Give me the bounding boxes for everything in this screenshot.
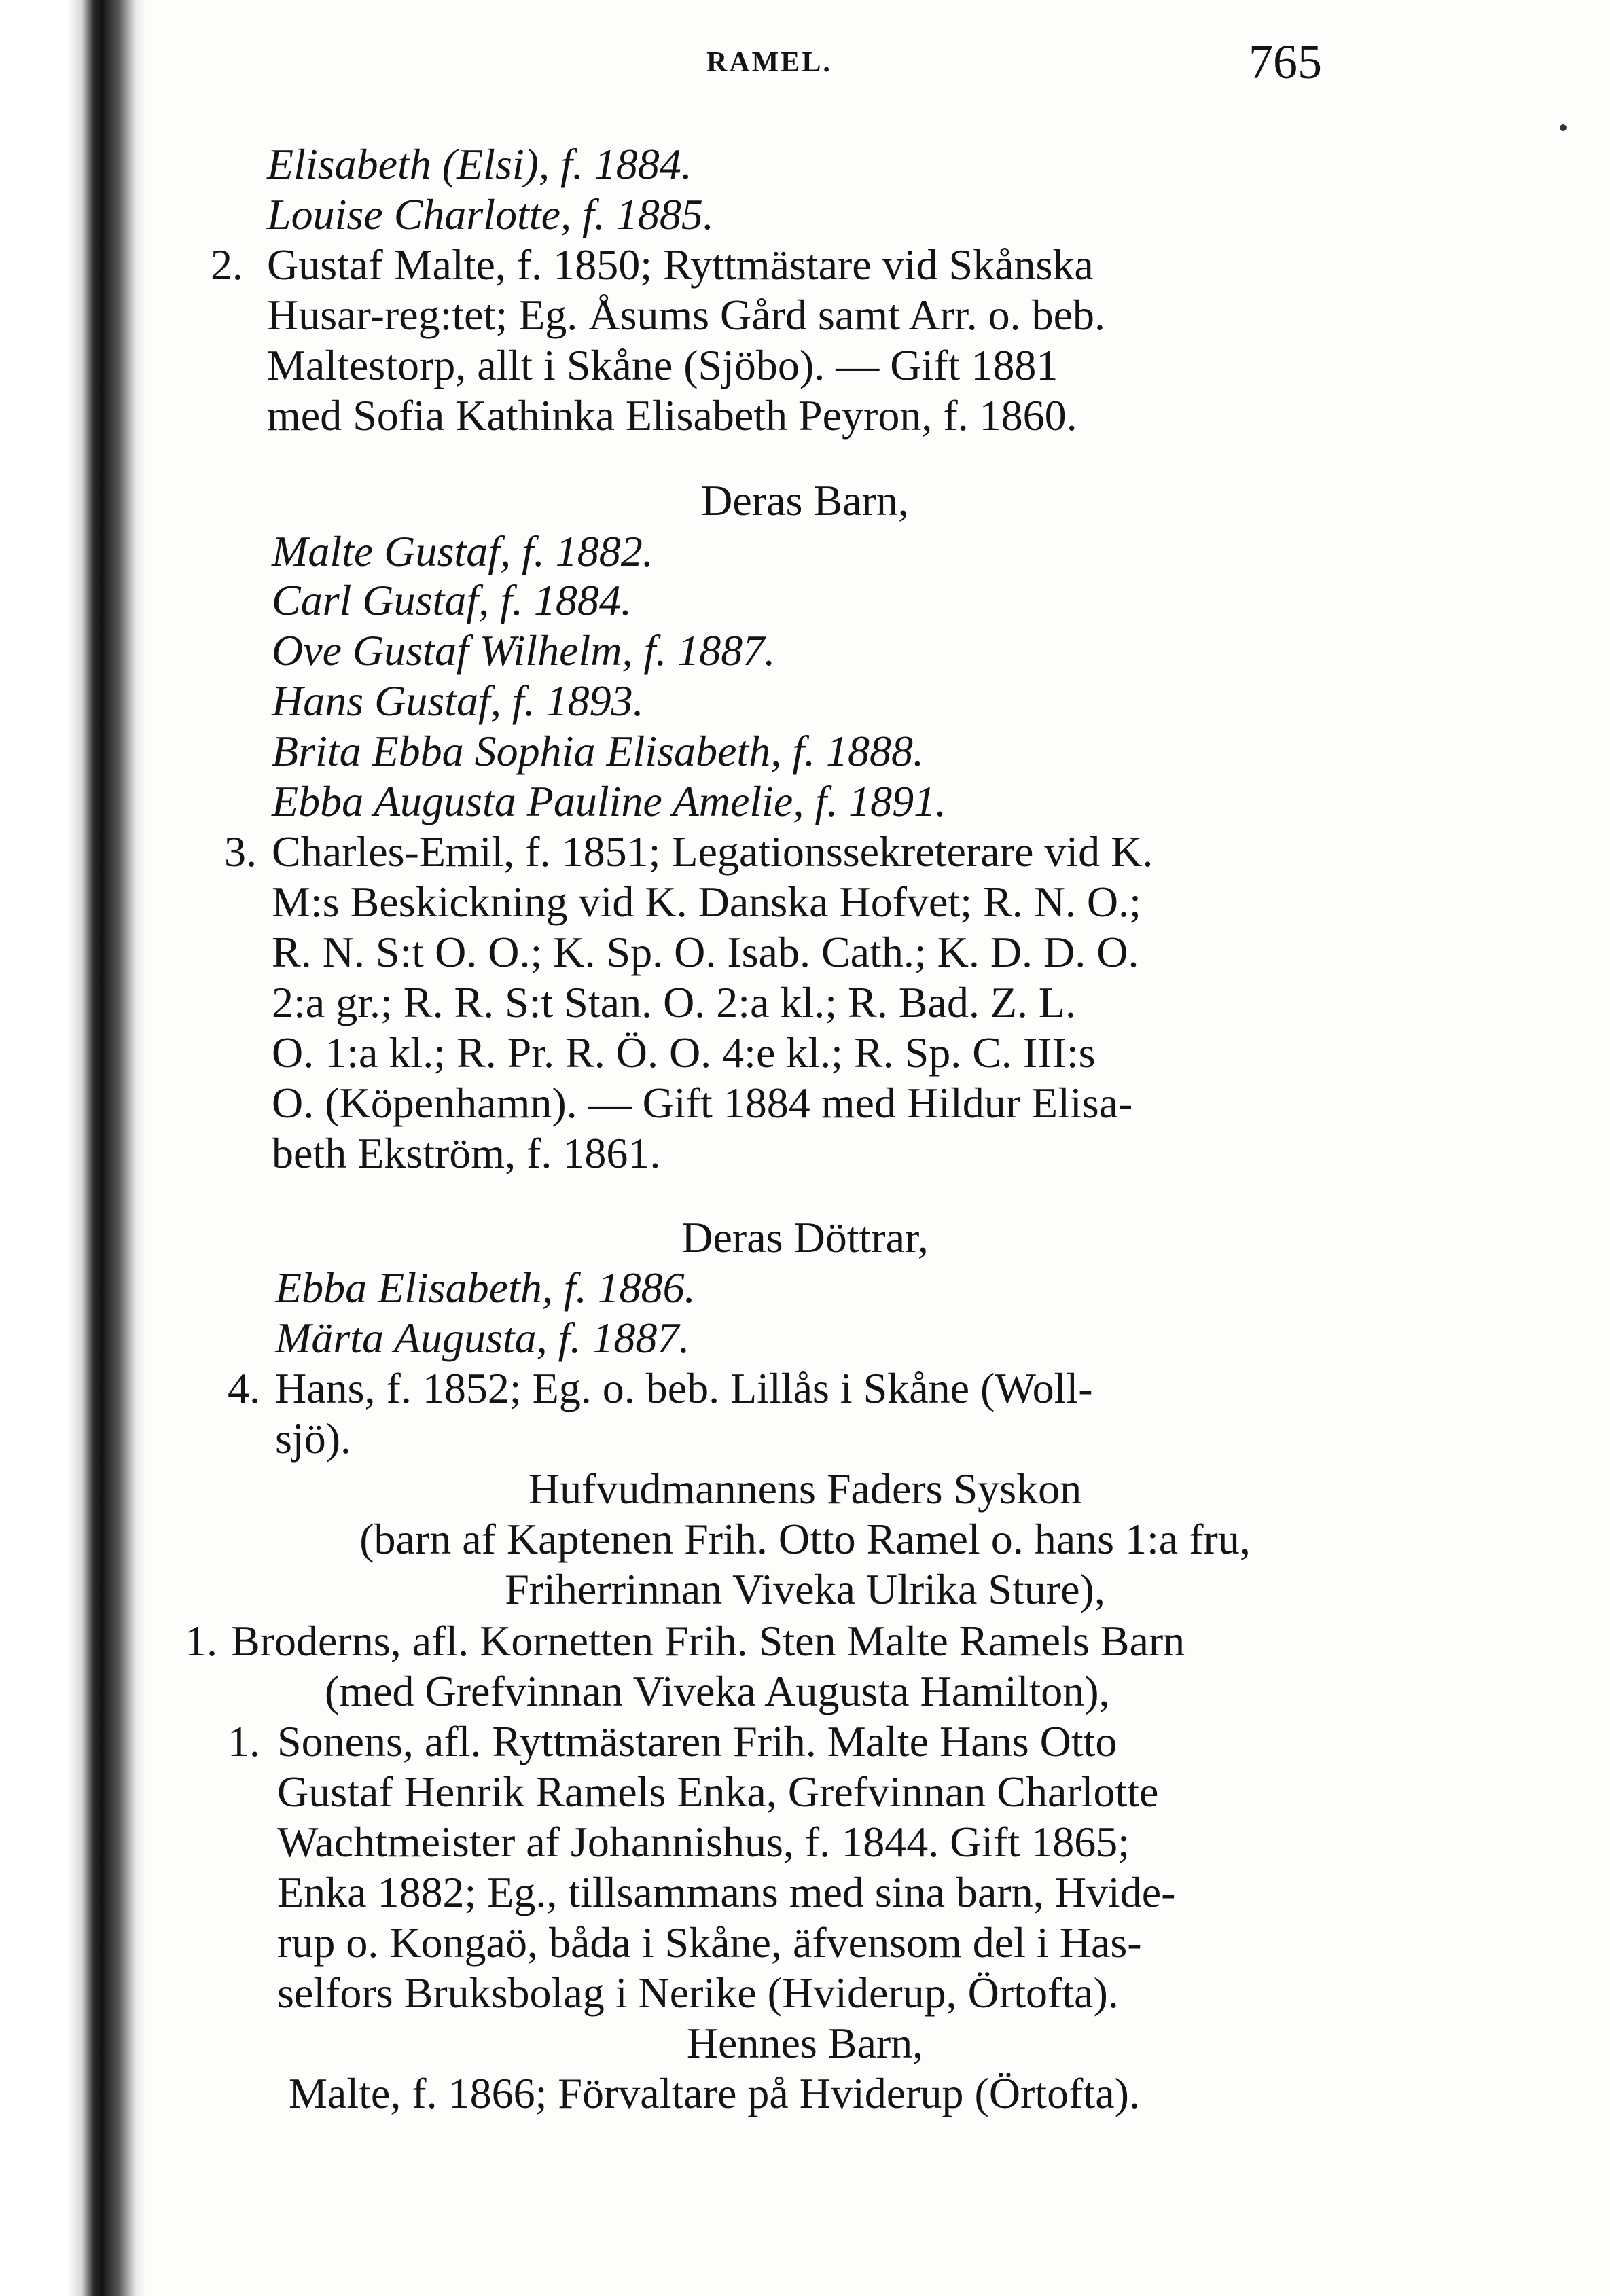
text-line: M:s Beskickning vid K. Danska Hofvet; R. N. O.;: [272, 878, 1141, 926]
text-line: Hans, f. 1852; Eg. o. beb. Lillås i Skåne (Woll-: [275, 1364, 1093, 1412]
text-line: O. 1:a kl.; R. Pr. R. Ö. O. 4:e kl.; R. Sp. C. III:s: [272, 1028, 1096, 1077]
section-heading: Hufvudmannens Faders Syskon: [528, 1465, 1082, 1513]
text-line: Gustaf Henrik Ramels Enka, Grefvinnan Charlotte: [277, 1768, 1159, 1816]
text-line: beth Ekström, f. 1861.: [272, 1129, 661, 1177]
text-line: 2:a gr.; R. R. S:t Stan. O. 2:a kl.; R. Bad. Z. L.: [272, 978, 1076, 1026]
section-heading: Deras Barn,: [701, 476, 909, 524]
text-line: Louise Charlotte, f. 1885.: [267, 190, 714, 238]
text-line: Wachtmeister af Johannishus, f. 1844. Gift 1865;: [277, 1818, 1130, 1866]
text-line: R. N. S:t O. O.; K. Sp. O. Isab. Cath.; K. D. D. O.: [272, 928, 1139, 976]
section-heading: (barn af Kaptenen Frih. Otto Ramel o. hans 1:a fru,: [359, 1515, 1251, 1563]
text-line: Brita Ebba Sophia Elisabeth, f. 1888.: [272, 727, 924, 775]
text-line: Maltestorp, allt i Skåne (Sjöbo). — Gift 1881: [267, 341, 1058, 389]
section-heading: Deras Döttrar,: [681, 1213, 929, 1261]
text-line: Elisabeth (Elsi), f. 1884.: [267, 140, 692, 188]
entry-number: 1.: [185, 1617, 217, 1665]
running-title: RAMEL.: [706, 47, 832, 78]
section-heading: Hennes Barn,: [686, 2019, 924, 2067]
text-line: Sonens, afl. Ryttmästaren Frih. Malte Hans Otto: [277, 1717, 1117, 1765]
text-line: Malte Gustaf, f. 1882.: [272, 527, 654, 575]
page-number: 765: [1249, 35, 1322, 89]
entry-number: 2.: [211, 240, 243, 289]
section-heading: Friherrinnan Viveka Ulrika Sture),: [505, 1565, 1105, 1613]
text-line: Husar-reg:tet; Eg. Åsums Gård samt Arr. o. beb.: [267, 291, 1106, 339]
entry-number: 1.: [228, 1717, 260, 1765]
text-line: sjö).: [275, 1414, 351, 1463]
text-line: Ebba Elisabeth, f. 1886.: [275, 1263, 696, 1312]
entry-number: 4.: [228, 1364, 260, 1412]
text-line: Malte, f. 1866; Förvaltare på Hviderup (Örtofta).: [289, 2069, 1140, 2117]
text-line: Ebba Augusta Pauline Amelie, f. 1891.: [272, 777, 947, 825]
text-line: Ove Gustaf Wilhelm, f. 1887.: [272, 626, 776, 675]
text-line: rup o. Kongaö, båda i Skåne, äfvensom del i Has-: [277, 1918, 1142, 1967]
text-line: Enka 1882; Eg., tillsammans med sina barn, Hvide-: [277, 1868, 1176, 1916]
text-line: Charles-Emil, f. 1851; Legationssekreterare vid K.: [272, 827, 1153, 876]
text-line: Gustaf Malte, f. 1850; Ryttmästare vid Skånska: [267, 240, 1094, 289]
text-line: Broderns, afl. Kornetten Frih. Sten Malte Ramels Barn: [231, 1617, 1185, 1665]
text-line: selfors Bruksbolag i Nerike (Hviderup, Örtofta).: [277, 1969, 1119, 2017]
text-line: Carl Gustaf, f. 1884.: [272, 576, 632, 624]
entry-number: 3.: [224, 827, 257, 876]
text-line: O. (Köpenhamn). — Gift 1884 med Hildur Elisa-: [272, 1079, 1133, 1127]
text-line: Märta Augusta, f. 1887.: [275, 1314, 690, 1362]
text-line: Hans Gustaf, f. 1893.: [272, 677, 644, 725]
text-line: (med Grefvinnan Viveka Augusta Hamilton),: [325, 1667, 1110, 1715]
text-line: med Sofia Kathinka Elisabeth Peyron, f. 1860.: [267, 391, 1077, 440]
